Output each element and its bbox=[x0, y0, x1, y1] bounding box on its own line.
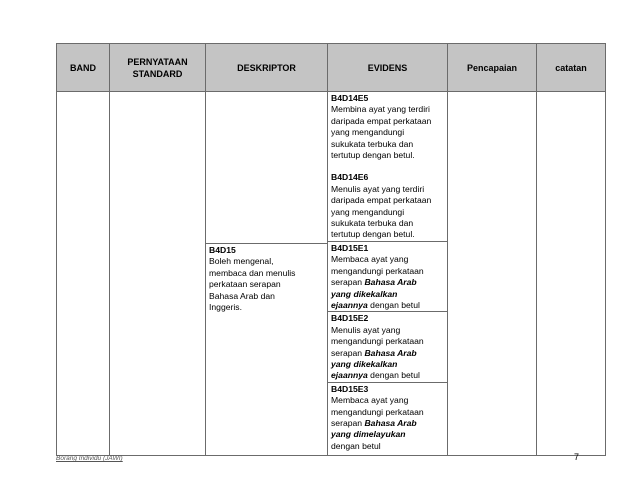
evidens-text: serapan bbox=[331, 417, 365, 428]
evidens-emphasis: yang dikekalkan bbox=[331, 288, 398, 299]
assessment-table bbox=[56, 43, 606, 456]
evidens-emphasis: ejaannya bbox=[331, 370, 368, 381]
evidens-code: B4D14E5 bbox=[331, 93, 369, 103]
evidens-code: B4D15E1 bbox=[331, 242, 369, 253]
band-cell bbox=[57, 92, 110, 456]
header-evidens: EVIDENS bbox=[328, 44, 448, 92]
deskriptor-code: B4D15 bbox=[209, 245, 236, 255]
header-standard-line1: PERNYATAAN bbox=[127, 56, 188, 67]
table-header-row bbox=[57, 44, 606, 92]
evidens-line: yang mengandungi bbox=[331, 127, 405, 138]
evidens-emphasis: Bahasa Arab bbox=[364, 277, 417, 288]
header-deskriptor: DESKRIPTOR bbox=[206, 44, 328, 92]
evidens-line: Menulis ayat yang bbox=[331, 324, 401, 335]
evidens-line: Membaca ayat yang bbox=[331, 254, 409, 265]
evidens-b4d15e1 bbox=[328, 241, 447, 311]
evidens-emphasis: yang dikekalkan bbox=[331, 358, 398, 369]
evidens-line: daripada empat perkataan bbox=[331, 195, 432, 206]
evidens-line: tertutup dengan betul. bbox=[331, 150, 415, 161]
deskriptor-cell bbox=[206, 92, 328, 456]
deskriptor-line: Inggeris. bbox=[209, 302, 242, 313]
evidens-line: mengandungi perkataan bbox=[331, 406, 424, 417]
header-band: BAND bbox=[57, 44, 110, 92]
pencapaian-cell bbox=[448, 92, 537, 456]
footer-document-name: Borang Individu (JAWI) bbox=[56, 455, 123, 462]
evidens-line: sukukata terbuka dan bbox=[331, 218, 414, 229]
evidens-line: Membaca ayat yang bbox=[331, 395, 409, 406]
evidens-line bbox=[331, 418, 444, 429]
evidens-line: yang mengandungi bbox=[331, 206, 405, 217]
evidens-line: dengan betul bbox=[331, 440, 381, 451]
evidens-cell bbox=[328, 92, 448, 456]
evidens-emphasis: Bahasa Arab bbox=[364, 347, 417, 358]
deskriptor-line: Bahasa Arab dan bbox=[209, 290, 275, 301]
evidens-line bbox=[331, 348, 444, 359]
deskriptor-empty-area bbox=[206, 92, 327, 243]
catatan-cell bbox=[537, 92, 606, 456]
evidens-text: serapan bbox=[331, 347, 365, 358]
page-number: 7 bbox=[574, 452, 580, 462]
header-pencapaian: Pencapaian bbox=[448, 44, 537, 92]
evidens-line: Membina ayat yang terdiri bbox=[331, 104, 430, 115]
evidens-b4d15e2 bbox=[328, 311, 447, 381]
evidens-b4d15e3 bbox=[328, 382, 447, 452]
evidens-code: B4D15E3 bbox=[331, 383, 369, 394]
evidens-line bbox=[331, 300, 444, 311]
evidens-code: B4D15E2 bbox=[331, 313, 369, 324]
evidens-text: serapan bbox=[331, 277, 365, 288]
evidens-text: dengan betul bbox=[367, 370, 420, 381]
evidens-emphasis: yang dimelayukan bbox=[331, 429, 406, 440]
deskriptor-b4d15 bbox=[206, 243, 327, 313]
evidens-b4d14e5 bbox=[328, 92, 447, 241]
deskriptor-line: membaca dan menulis bbox=[209, 267, 296, 278]
evidens-code: B4D14E6 bbox=[331, 172, 369, 183]
deskriptor-line: perkataan serapan bbox=[209, 279, 281, 290]
deskriptor-line: Boleh mengenal, bbox=[209, 256, 274, 267]
evidens-line: mengandungi perkataan bbox=[331, 336, 424, 347]
header-standard-line2: STANDARD bbox=[132, 68, 183, 79]
header-catatan: catatan bbox=[537, 44, 606, 92]
evidens-line: sukukata terbuka dan bbox=[331, 138, 414, 149]
evidens-line bbox=[331, 370, 444, 381]
evidens-line: tertutup dengan betul. bbox=[331, 229, 415, 240]
evidens-line: mengandungi perkataan bbox=[331, 265, 424, 276]
evidens-line bbox=[331, 277, 444, 288]
evidens-emphasis: Bahasa Arab bbox=[364, 417, 417, 428]
header-pernyataan-standard bbox=[110, 44, 206, 92]
standard-cell bbox=[110, 92, 206, 456]
evidens-text: dengan betul bbox=[367, 299, 420, 310]
evidens-emphasis: ejaannya bbox=[331, 299, 368, 310]
table-row bbox=[57, 92, 606, 456]
evidens-line: daripada empat perkataan bbox=[331, 115, 432, 126]
evidens-line: Menulis ayat yang terdiri bbox=[331, 183, 425, 194]
